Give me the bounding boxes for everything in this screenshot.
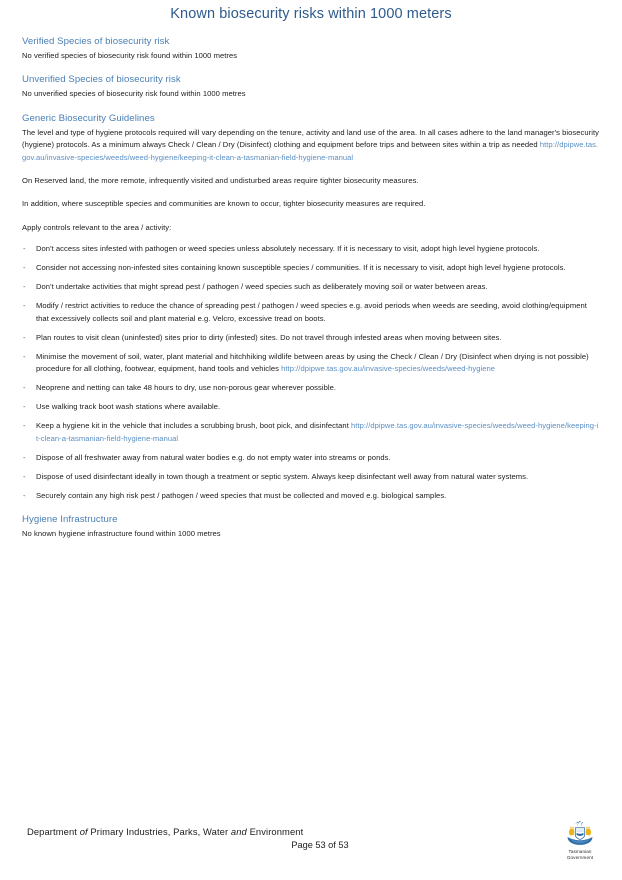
list-bullet-marker: - — [23, 282, 26, 292]
control-item-text: Use walking track boot wash stations where available. — [36, 402, 221, 412]
control-item-text: Plan routes to visit clean (uninfested) sites prior to dirty (infested) sites. Do not travel through infested areas when moving between sites. — [36, 332, 502, 342]
control-item-text: Securely contain any high risk pest / pathogen / weed species that must be collected and moved e.g. biological samples. — [36, 490, 447, 500]
control-item-text: Dispose of used disinfectant ideally in town though a treatment or septic system. Always keep disinfectant well away from natural water systems. — [36, 471, 529, 481]
logo-caption-line-1: Tasmanian — [568, 849, 592, 854]
control-list-item — [22, 382, 600, 395]
footer-department-name — [27, 826, 303, 837]
control-list-item — [22, 332, 600, 345]
logo-caption-line-2: Government — [566, 854, 594, 860]
control-list-item — [22, 471, 600, 484]
tasmanian-government-logo — [552, 820, 608, 860]
list-bullet-marker: - — [23, 490, 26, 500]
list-bullet-marker: - — [23, 351, 26, 361]
control-item-link[interactable]: http://dpipwe.tas.gov.au/invasive-species/weeds/weed-hygiene/keeping-it-clean-a-tasmanian-field-hygiene-manual — [36, 421, 599, 443]
control-item-text: Don't access sites infested with pathogen or weed species unless absolutely necessary. If it is necessary to visit, adopt high level hygiene protocols. — [36, 244, 540, 254]
section-heading-unverified-species: Unverified Species of biosecurity risk — [22, 74, 181, 86]
list-bullet-marker: - — [23, 421, 26, 431]
section-body-unverified-species: No unverified species of biosecurity risk found within 1000 metres — [22, 89, 246, 99]
section-body-hygiene-infrastructure: No known hygiene infrastructure found within 1000 metres — [22, 529, 221, 539]
logo-caption — [552, 849, 608, 860]
control-item-text: Don't undertake activities that might spread pest / pathogen / weed species such as deliberately moving soil or water between areas. — [36, 282, 488, 292]
section-heading-generic-guidelines: Generic Biosecurity Guidelines — [22, 112, 155, 124]
footer-dept-part2: Primary Industries, Parks, Water — [87, 826, 231, 837]
control-item-text: Consider not accessing non-infested sites containing known susceptible species / communities. If it is necessary to visit, adopt high level hygiene protocols. — [36, 263, 566, 273]
control-item-text: Keep a hygiene kit in the vehicle that includes a scrubbing brush, boot pick, and disinfectant — [36, 421, 352, 431]
apply-controls-paragraph: Apply controls relevant to the area / activity: — [22, 222, 172, 232]
susceptible-species-paragraph: In addition, where susceptible species and communities are known to occur, tighter biosecurity measures are required. — [22, 199, 426, 209]
reserved-land-paragraph: On Reserved land, the more remote, infrequently visited and undisturbed areas require tighter biosecurity measures. — [22, 176, 419, 186]
footer-dept-part3: Environment — [246, 826, 304, 837]
list-bullet-marker: - — [23, 471, 26, 481]
footer-dept-of: of — [79, 826, 88, 837]
control-item-text: Minimise the movement of soil, water, plant material and hitchhiking wildlife between areas by using the Check / Clean / Dry (Disinfect when drying is not possible) procedure for all clothing, footwear, equipment, hand tools and vehicles — [36, 351, 589, 374]
section-heading-hygiene-infrastructure: Hygiene Infrastructure — [22, 514, 118, 526]
page-footer — [0, 820, 622, 872]
control-item-link[interactable]: http://dpipwe.tas.gov.au/invasive-species/weeds/weed-hygiene — [281, 364, 496, 374]
list-bullet-marker: - — [23, 263, 26, 273]
list-bullet-marker: - — [23, 402, 26, 412]
page-number: Page 53 of 53 — [291, 840, 349, 850]
control-item-text: Neoprene and netting can take 48 hours to dry, use non-porous gear wherever possible. — [36, 383, 337, 393]
list-bullet-marker: - — [23, 244, 26, 254]
footer-dept-part1: Department — [27, 826, 80, 837]
control-item-text: Dispose of all freshwater away from natural water bodies e.g. do not empty water into streams or ponds. — [36, 452, 391, 462]
section-body-verified-species: No verified species of biosecurity risk found within 1000 metres — [22, 51, 238, 60]
generic-intro-text: The level and type of hygiene protocols required will vary depending on the tenure, activity and land use of the area. In all cases adhere to the land manager's biosecurity (hygiene) protocols. As a minimum always Check / Clean / Dry (Disinfect) clothing and equipment before trips and between sites within a trip as needed — [22, 127, 599, 150]
control-list-item — [22, 281, 600, 294]
control-list-item — [22, 262, 600, 275]
field-hygiene-manual-link[interactable]: http://dpipwe.tas.gov.au/invasive-species/weeds/weed-hygiene/keeping-it-clean-a-tasmanian-field-hygiene-manual — [22, 140, 599, 162]
generic-intro-paragraph — [22, 127, 600, 164]
biosecurity-controls-list — [22, 243, 600, 502]
control-list-item — [22, 452, 600, 465]
footer-dept-and: and — [230, 826, 247, 837]
control-list-item — [22, 490, 600, 503]
list-bullet-marker: - — [23, 332, 26, 342]
page-title: Known biosecurity risks within 1000 meters — [170, 6, 452, 22]
tasmanian-government-crest-icon — [560, 820, 600, 848]
list-bullet-marker: - — [23, 383, 26, 393]
section-heading-verified-species: Verified Species of biosecurity risk — [22, 36, 170, 47]
control-item-text: Modify / restrict activities to reduce the chance of spreading pest / pathogen / weed species e.g. avoid periods when weeds are seeding, avoid clothing/equipment that excessively collects soil and plant material e.g. Velcro, excessive tread on boots. — [36, 301, 587, 323]
control-list-item — [22, 243, 600, 256]
control-list-item — [22, 401, 600, 414]
control-list-item — [22, 351, 600, 376]
list-bullet-marker: - — [23, 452, 26, 462]
list-bullet-marker: - — [23, 301, 26, 311]
control-list-item — [22, 420, 600, 445]
control-list-item — [22, 300, 600, 325]
